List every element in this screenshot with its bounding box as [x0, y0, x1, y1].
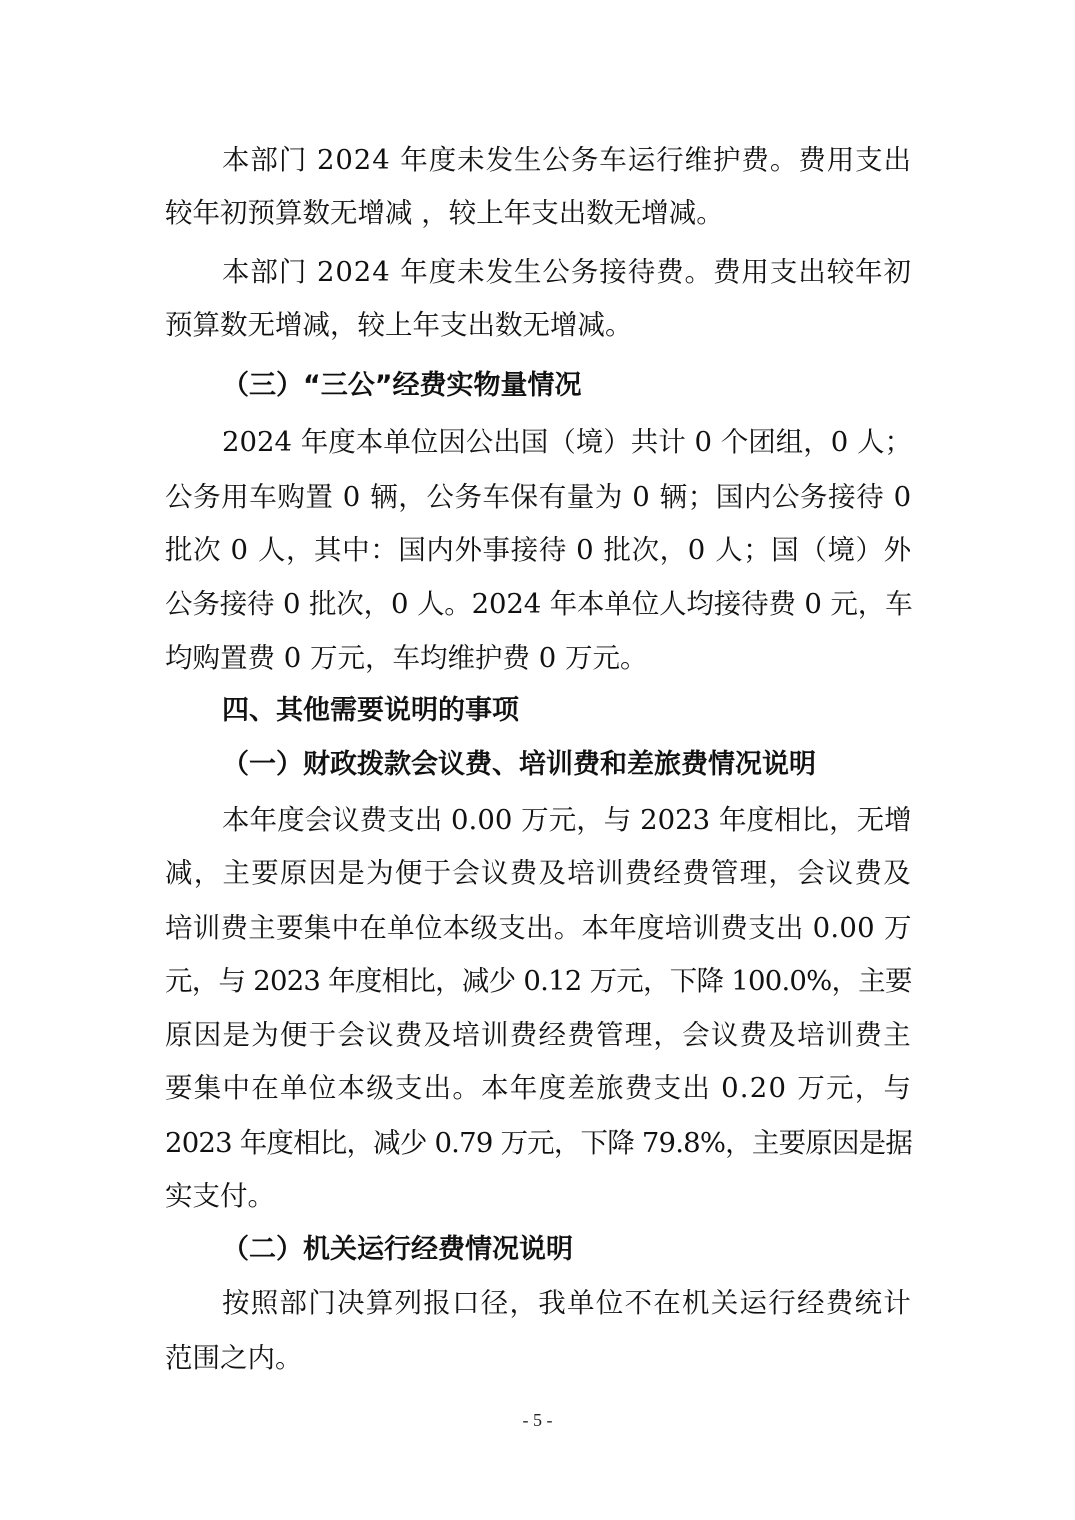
paragraph-line: 批次 0 人，其中：国内外事接待 0 批次，0 人；国（境）外	[165, 534, 912, 566]
paragraph-line: 公务接待 0 批次，0 人。2024 年本单位人均接待费 0 元，车	[165, 588, 913, 620]
paragraph-line: 要集中在单位本级支出。本年度差旅费支出 0.20 万元，与	[165, 1072, 913, 1104]
paragraph-line: 减，主要原因是为便于会议费及培训费经费管理，会议费及	[165, 857, 912, 889]
paragraph-line: 范围之内。	[165, 1342, 303, 1374]
section-heading: 四、其他需要说明的事项	[222, 695, 519, 726]
paragraph-line: 原因是为便于会议费及培训费经费管理，会议费及培训费主	[165, 1019, 912, 1051]
subsection-heading: （二）机关运行经费情况说明	[222, 1234, 573, 1265]
paragraph-line: 本部门 2024 年度未发生公务车运行维护费。费用支出	[222, 144, 912, 176]
page-number: - 5 -	[522, 1410, 553, 1430]
paragraph-line: 公务用车购置 0 辆，公务车保有量为 0 辆；国内公务接待 0	[165, 481, 912, 513]
subsection-heading: （一）财政拨款会议费、培训费和差旅费情况说明	[222, 749, 816, 780]
paragraph-line: 培训费主要集中在单位本级支出。本年度培训费支出 0.00 万	[165, 912, 912, 944]
paragraph-line: 预算数无增减，较上年支出数无增减。	[165, 309, 633, 341]
paragraph-line: 2024 年度本单位因公出国（境）共计 0 个团组，0 人；	[222, 426, 912, 458]
paragraph-line: 2023 年度相比，减少 0.79 万元，下降 79.8%，主要原因是据	[165, 1127, 913, 1159]
paragraph-line: 本部门 2024 年度未发生公务接待费。费用支出较年初	[222, 256, 912, 288]
paragraph-line: 按照部门决算列报口径，我单位不在机关运行经费统计	[222, 1287, 912, 1319]
paragraph-line: 元，与 2023 年度相比，减少 0.12 万元，下降 100.0%，主要	[165, 965, 912, 997]
subsection-heading: （三）“三公”经费实物量情况	[222, 370, 582, 401]
paragraph-line: 实支付。	[165, 1180, 275, 1212]
paragraph-line: 本年度会议费支出 0.00 万元，与 2023 年度相比，无增	[222, 804, 912, 836]
paragraph-line: 较年初预算数无增减 ，较上年支出数无增减。	[165, 197, 724, 229]
paragraph-line: 均购置费 0 万元，车均维护费 0 万元。	[165, 642, 648, 674]
